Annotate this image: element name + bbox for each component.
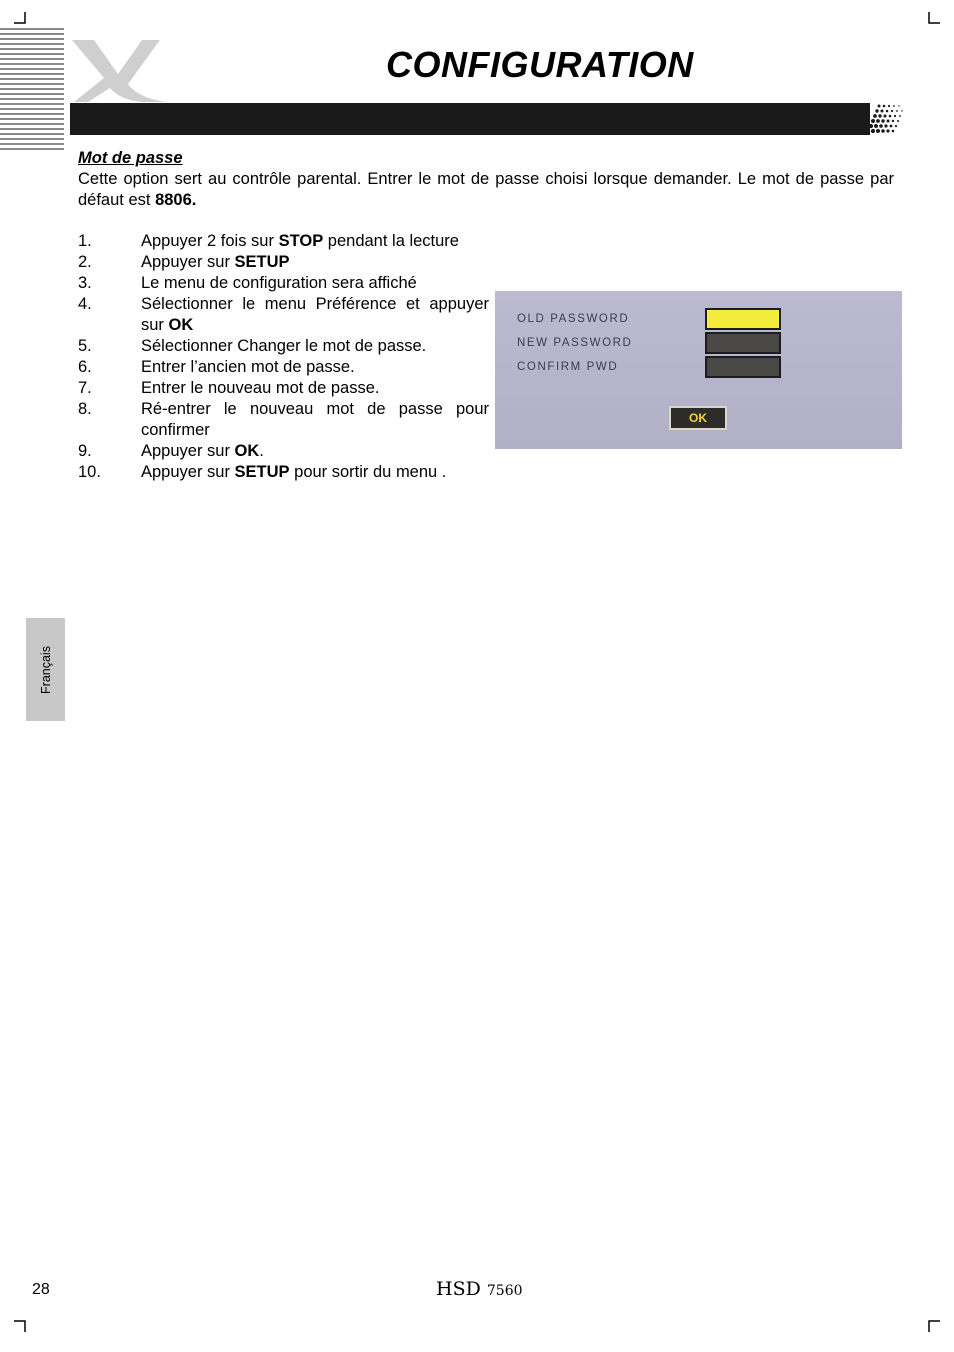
list-item: 8. Ré-entrer le nouveau mot de passe pour confirmer: [78, 400, 489, 439]
crop-mark-bottom-left: [14, 1320, 26, 1332]
list-item: 7. Entrer le nouveau mot de passe.: [78, 379, 380, 397]
brand-x-logo: [68, 36, 168, 106]
new-password-field[interactable]: [705, 332, 781, 354]
intro-paragraph: [78, 169, 894, 211]
crop-mark-bottom-right: [928, 1320, 940, 1332]
intro-text: Cette option sert au contrôle parental. Entrer le mot de passe choisi lorsque demander. Le mot de passe par défaut est: [78, 170, 894, 209]
list-item: 10. Appuyer sur SETUP pour sortir du menu .: [78, 463, 447, 481]
language-tab: [26, 618, 65, 721]
new-password-label: NEW PASSWORD: [517, 337, 633, 349]
crop-mark-top-left: [14, 12, 26, 24]
page-number: 28: [32, 1281, 50, 1298]
default-code: 8806.: [155, 191, 197, 209]
language-label: Français: [38, 645, 53, 694]
crop-mark-top-right: [928, 12, 940, 24]
list-item: 4. Sélectionner le menu Préférence et appuyer sur OK: [78, 295, 489, 334]
halftone-dots: [862, 103, 904, 135]
ok-button[interactable]: OK: [669, 406, 727, 430]
confirm-password-label: CONFIRM PWD: [517, 361, 619, 373]
header-stripes: [0, 28, 64, 156]
list-item: 9. Appuyer sur OK.: [78, 442, 264, 460]
confirm-password-field[interactable]: [705, 356, 781, 378]
list-item: 5. Sélectionner Changer le mot de passe.: [78, 337, 427, 355]
list-item: 2. Appuyer sur SETUP: [78, 253, 290, 271]
old-password-label: OLD PASSWORD: [517, 313, 630, 325]
model-name: HSD 7560: [436, 1278, 523, 1300]
list-item: 1. Appuyer 2 fois sur STOP pendant la lecture: [78, 232, 459, 250]
header-band: [70, 103, 870, 135]
old-password-field[interactable]: [705, 308, 781, 330]
password-screen-figure: [495, 291, 902, 449]
page-title: CONFIGURATION: [386, 44, 694, 85]
list-item: 6. Entrer l’ancien mot de passe.: [78, 358, 355, 376]
steps-list: [78, 231, 489, 483]
section-title: Mot de passe: [78, 149, 183, 167]
list-item: 3. Le menu de configuration sera affiché: [78, 274, 417, 292]
